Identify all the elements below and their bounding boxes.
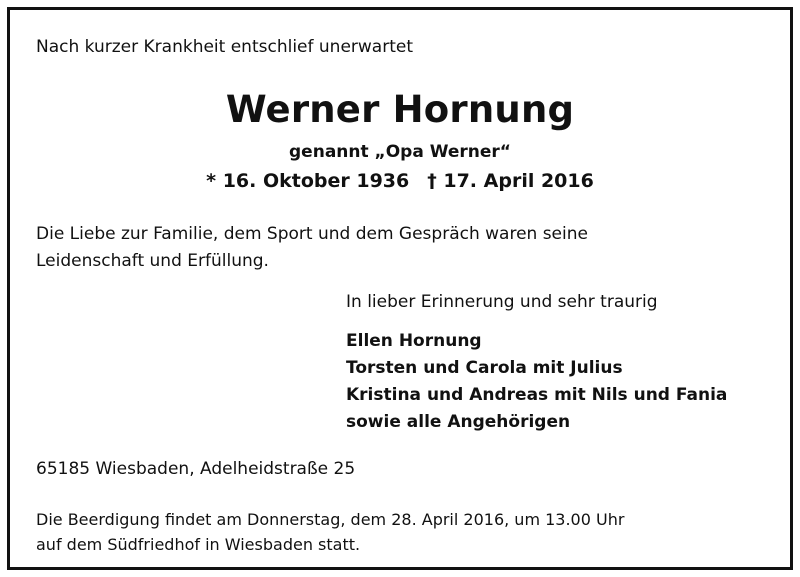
family-address: 65185 Wiesbaden, Adelheidstraße 25 (36, 459, 356, 479)
life-dates (10, 170, 790, 192)
deceased-name: Werner Hornung (225, 88, 575, 131)
birth-date: * 16. Oktober 1936 (206, 170, 410, 192)
mourner-name: Kristina und Andreas mit Nils und Fania (346, 385, 728, 405)
memory-line: In lieber Erinnerung und sehr traurig (346, 292, 658, 312)
funeral-line: Die Beerdigung findet am Donnerstag, dem 28. April 2016, um 13.00 Uhr (36, 510, 625, 529)
mourner-name: Ellen Hornung (346, 331, 482, 351)
intro-text: Nach kurzer Krankheit entschlief unerwartet (36, 37, 413, 57)
mourners-list (346, 328, 727, 436)
nickname: genannt „Opa Werner“ (289, 142, 511, 162)
obituary-notice (7, 7, 793, 570)
death-date: † 17. April 2016 (427, 170, 594, 192)
funeral-line: auf dem Südfriedhof in Wiesbaden statt. (36, 535, 361, 554)
tribute-line: Die Liebe zur Familie, dem Sport und dem Gespräch waren seine (36, 224, 588, 244)
funeral-details (36, 507, 624, 557)
mourner-name: sowie alle Angehörigen (346, 412, 571, 432)
mourner-name: Torsten und Carola mit Julius (346, 358, 623, 378)
tribute-text (36, 221, 588, 275)
tribute-line: Leidenschaft und Erfüllung. (36, 251, 269, 271)
